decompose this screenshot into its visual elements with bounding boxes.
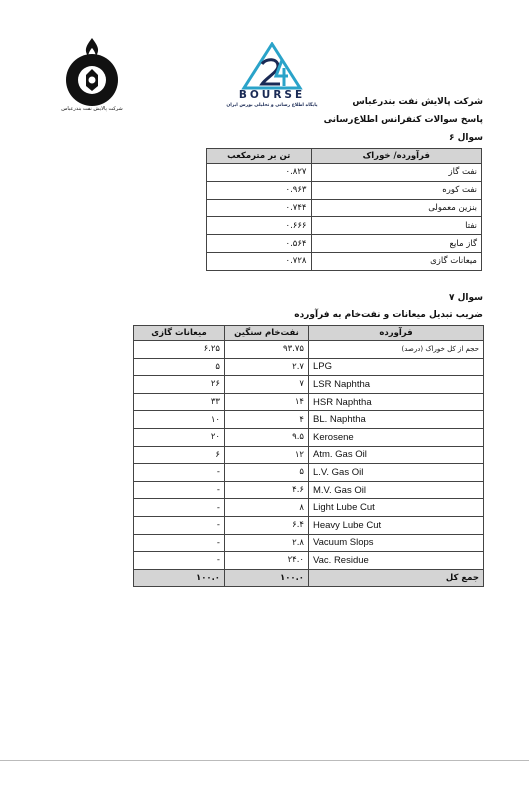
density-cell: ۰.۹۶۳ (207, 181, 312, 199)
condensate-cell: ۲۶ (134, 376, 225, 394)
table-row (134, 516, 484, 534)
product-cell: نفت کوره (311, 181, 482, 199)
density-cell: ۰.۷۴۴ (207, 199, 312, 217)
total-row (134, 569, 484, 587)
product-cell: Kerosene (309, 428, 484, 446)
heavy-crude-cell: ۴.۶ (225, 481, 309, 499)
condensate-cell: - (134, 552, 225, 570)
condensate-column-header: میعانات گازی (134, 326, 225, 341)
heavy-crude-cell: ۲۴.۰ (225, 552, 309, 570)
condensate-cell: ۱۰ (134, 411, 225, 429)
product-cell: LSR Naphtha (309, 376, 484, 394)
document-subtitle: پاسخ سوالات کنفرانس اطلاع‌رسانی (323, 115, 483, 125)
heavy-crude-cell: ۵ (225, 464, 309, 482)
table-row (134, 393, 484, 411)
table-row (134, 481, 484, 499)
heavy-crude-cell: ۷ (225, 376, 309, 394)
table-row (134, 534, 484, 552)
product-column-header: فرآورده (309, 326, 484, 341)
question-7-subtitle: ضریب تبدیل میعانات و نفت‌خام به فرآورده (294, 310, 483, 320)
density-cell: ۰.۷۲۸ (207, 252, 312, 270)
feed-share-row (134, 341, 484, 359)
table-header-row (134, 326, 484, 341)
heavy-crude-cell: ۹۳.۷۵ (225, 341, 309, 359)
product-cell: HSR Naphtha (309, 393, 484, 411)
heavy-crude-cell: ۱۴ (225, 393, 309, 411)
table-row (134, 358, 484, 376)
question-6-label: سوال ۶ (448, 133, 483, 143)
table-row (207, 181, 482, 199)
product-cell: میعانات گازی (311, 252, 482, 270)
table-row (207, 252, 482, 270)
condensate-cell: - (134, 499, 225, 517)
product-cell: M.V. Gas Oil (309, 481, 484, 499)
condensate-cell: ۶.۲۵ (134, 341, 225, 359)
condensate-total: ۱۰۰.۰ (134, 569, 225, 587)
product-cell: Vacuum Slops (309, 534, 484, 552)
table-row (134, 376, 484, 394)
product-cell: گاز مایع (311, 235, 482, 253)
table-row (134, 411, 484, 429)
heavy-crude-total: ۱۰۰.۰ (225, 569, 309, 587)
product-cell: LPG (309, 358, 484, 376)
bourse-wordmark: BOURSE (238, 89, 306, 101)
table-row (134, 552, 484, 570)
condensate-cell: - (134, 516, 225, 534)
condensate-cell: ۳۳ (134, 393, 225, 411)
condensate-cell: - (134, 534, 225, 552)
product-cell: Light Lube Cut (309, 499, 484, 517)
refinery-logo (58, 34, 126, 114)
table-header-row (207, 149, 482, 164)
table-row (207, 217, 482, 235)
condensate-cell: - (134, 481, 225, 499)
heavy-crude-cell: ۶.۴ (225, 516, 309, 534)
heavy-crude-cell: ۴ (225, 411, 309, 429)
table-row (134, 428, 484, 446)
product-cell: نفتا (311, 217, 482, 235)
product-cell: نفت گاز (311, 164, 482, 182)
feed-share-label: حجم از کل خوراک (درصد) (309, 341, 484, 359)
question-7-label: سوال ۷ (448, 293, 483, 303)
condensate-cell: - (134, 464, 225, 482)
table-row (134, 499, 484, 517)
table-row (134, 446, 484, 464)
logo-arc-text: شرکت پالایش نفت بندرعباس (61, 106, 123, 112)
heavy-crude-cell: ۸ (225, 499, 309, 517)
heavy-crude-column-header: نفت‌خام سنگین (225, 326, 309, 341)
table-row (207, 164, 482, 182)
product-cell: Vac. Residue (309, 552, 484, 570)
bourse-subtitle: پایگاه اطلاع رسانی و تحلیلی بورس ایران (226, 103, 318, 108)
product-cell: L.V. Gas Oil (309, 464, 484, 482)
company-title: شرکت پالایش نفت بندرعباس (352, 97, 483, 107)
heavy-crude-cell: ۲.۸ (225, 534, 309, 552)
density-cell: ۰.۶۶۶ (207, 217, 312, 235)
product-cell: BL. Naphtha (309, 411, 484, 429)
total-label: جمع کل (309, 569, 484, 587)
table-row (207, 235, 482, 253)
heavy-crude-cell: ۲.۷ (225, 358, 309, 376)
condensate-cell: ۲۰ (134, 428, 225, 446)
density-cell: ۰.۵۶۴ (207, 235, 312, 253)
density-table (206, 148, 482, 271)
heavy-crude-cell: ۱۲ (225, 446, 309, 464)
product-cell: بنزین معمولی (311, 199, 482, 217)
heavy-crude-cell: ۹.۵ (225, 428, 309, 446)
product-cell: Atm. Gas Oil (309, 446, 484, 464)
product-cell: Heavy Lube Cut (309, 516, 484, 534)
product-column-header: فرآورده/ خوراک (311, 149, 482, 164)
condensate-cell: ۵ (134, 358, 225, 376)
table-row (207, 199, 482, 217)
condensate-cell: ۶ (134, 446, 225, 464)
conversion-table (133, 325, 484, 587)
density-column-header: تن بر مترمکعب (207, 149, 312, 164)
density-cell: ۰.۸۲۷ (207, 164, 312, 182)
bourse-logo (226, 42, 318, 112)
page-divider (0, 760, 529, 761)
table-row (134, 464, 484, 482)
